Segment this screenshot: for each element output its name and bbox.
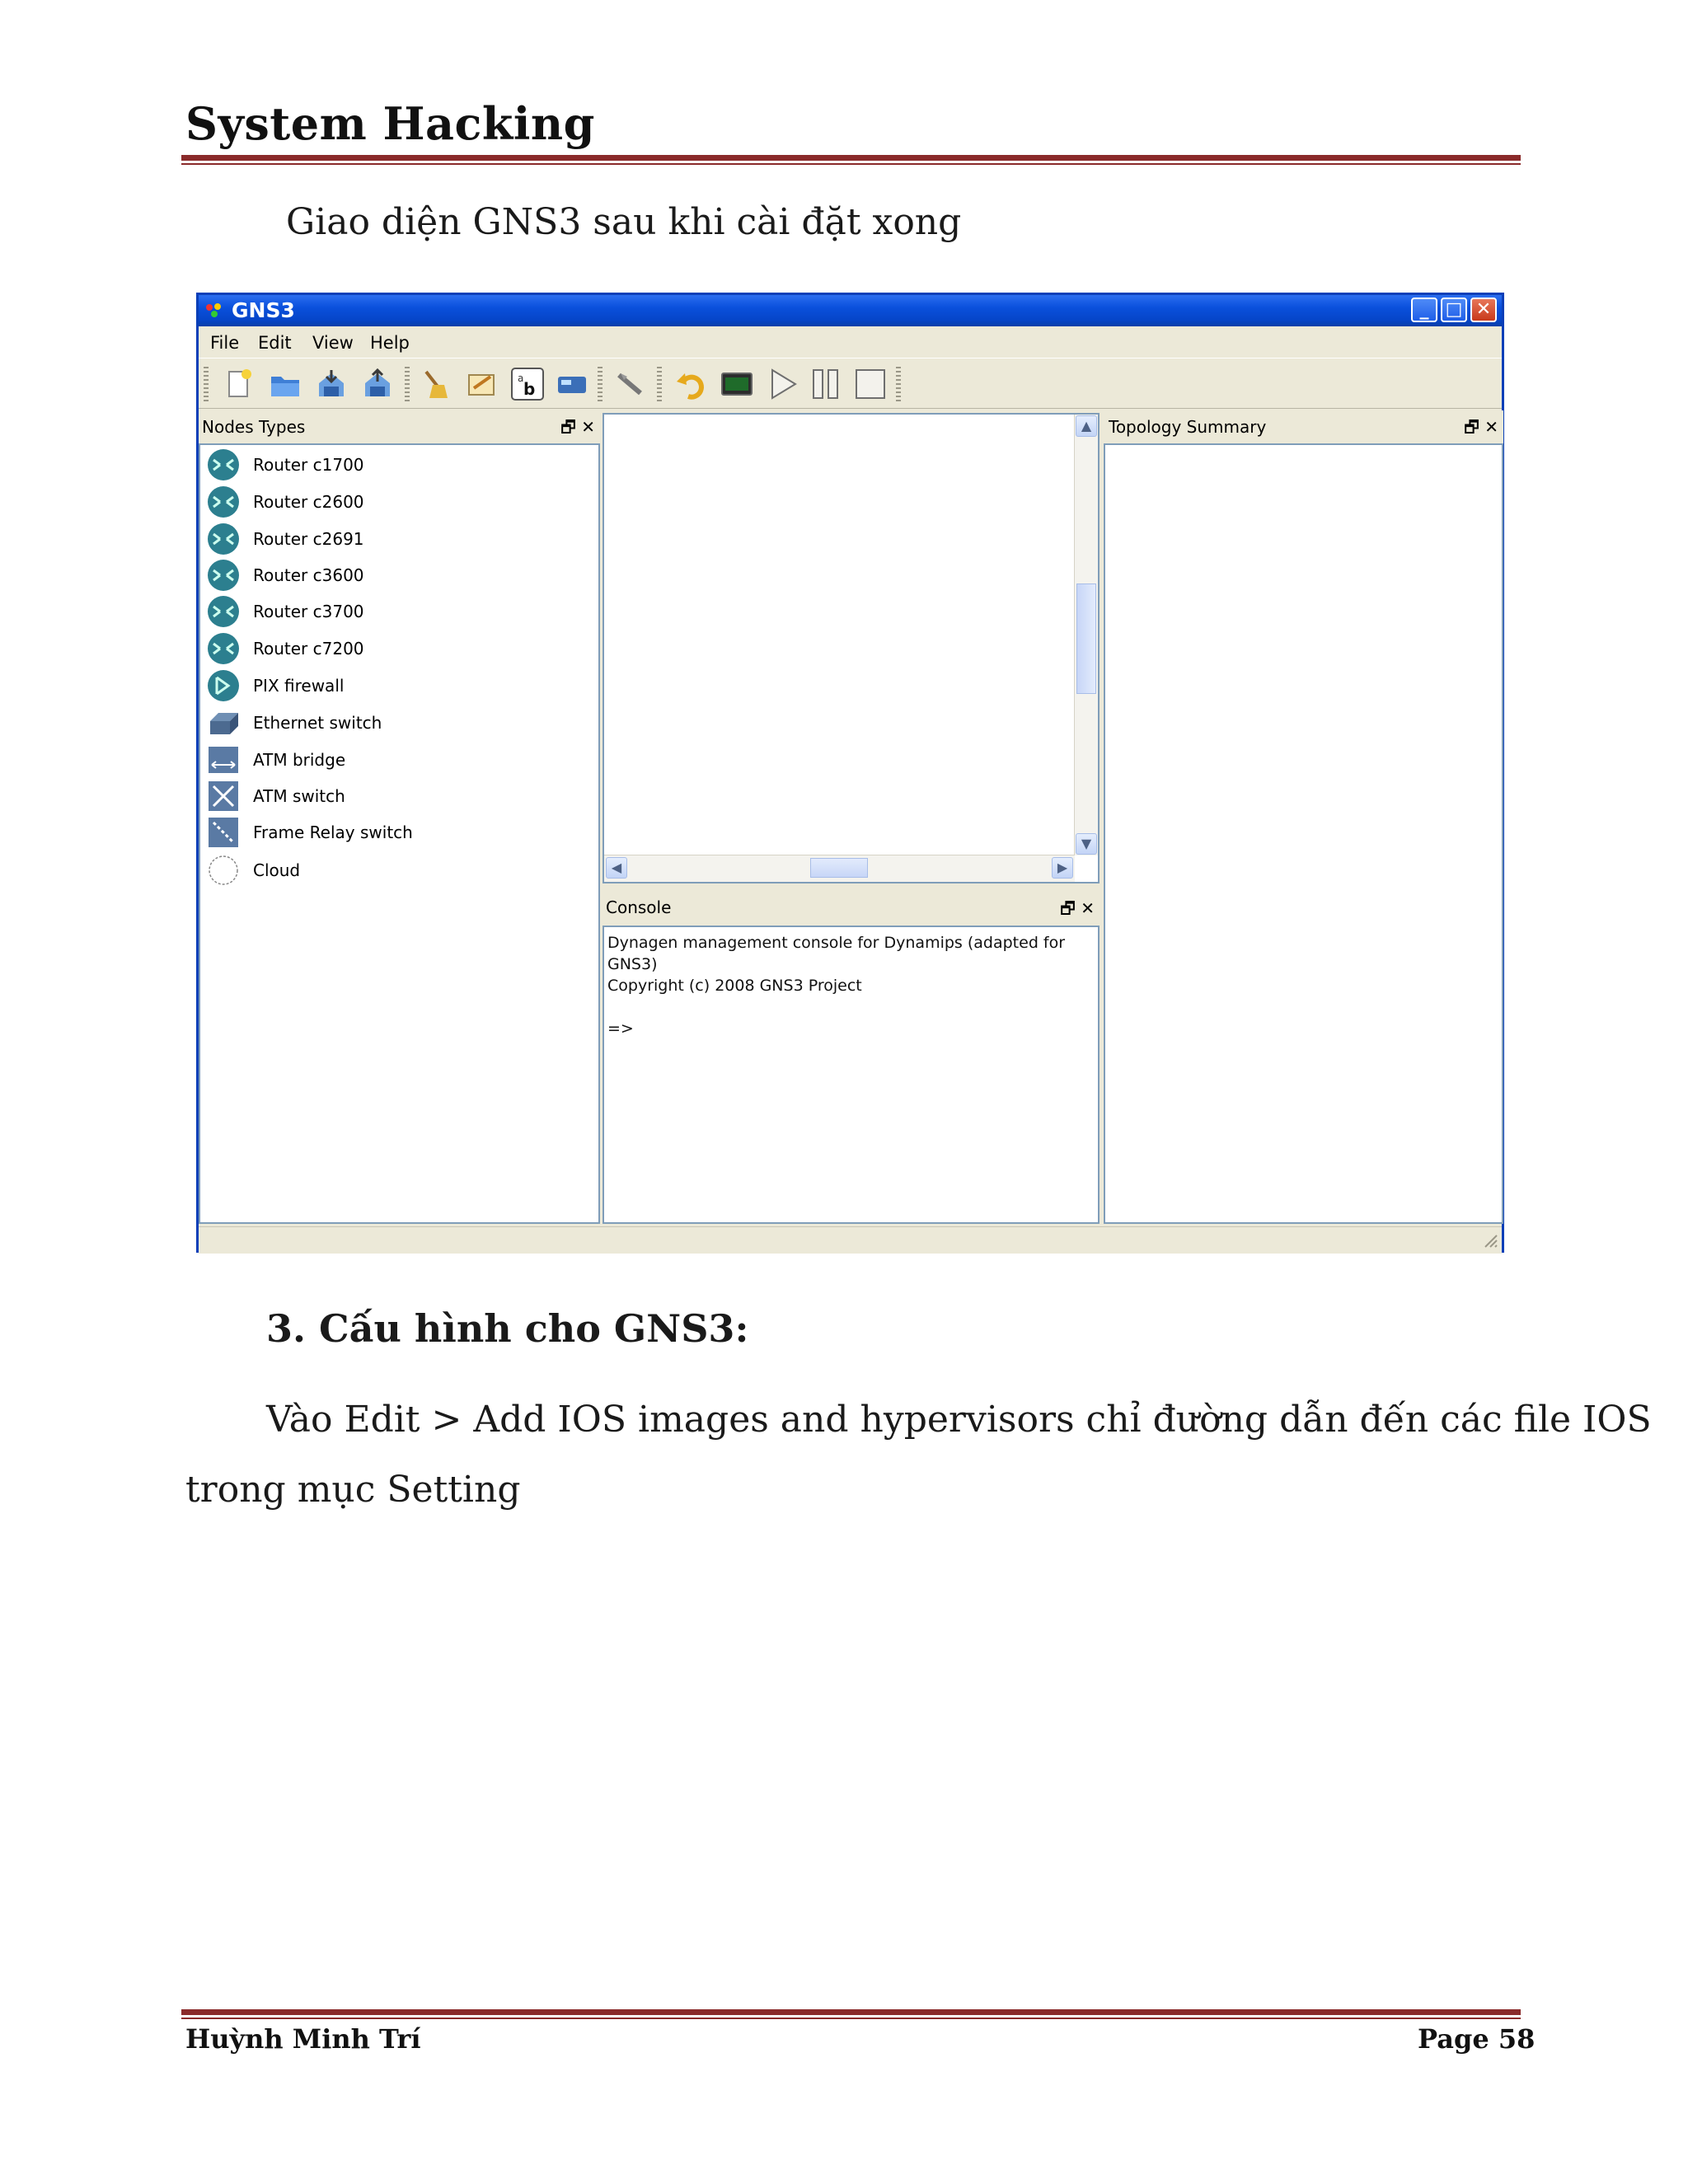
console-dock-buttons[interactable]: 🗗 ✕ — [1060, 898, 1095, 918]
scroll-left-button[interactable]: ◀ — [606, 857, 627, 879]
configure-icon[interactable] — [614, 367, 649, 401]
router-icon — [207, 448, 240, 481]
node-label: Router c2691 — [253, 529, 364, 549]
node-label: Router c7200 — [253, 639, 364, 658]
nodes-panel-title: Nodes Types — [202, 417, 306, 437]
undo-icon[interactable] — [673, 367, 708, 401]
scroll-up-button[interactable]: ▲ — [1076, 415, 1097, 437]
footer-rule-thin — [181, 2018, 1521, 2019]
node-cloud[interactable] — [207, 852, 586, 888]
window-titlebar[interactable] — [199, 295, 1502, 326]
toolbar-grip — [204, 367, 209, 401]
toolbar-separator — [598, 367, 603, 401]
svg-text:b: b — [523, 379, 536, 399]
menu-file[interactable]: File — [210, 333, 240, 353]
console-output[interactable] — [603, 926, 1100, 1224]
node-router-c3600[interactable] — [207, 557, 586, 593]
console-prompt: => — [607, 1019, 634, 1038]
hostname-icon[interactable] — [510, 367, 545, 401]
footer-rule — [181, 2009, 1521, 2015]
add-note-icon[interactable] — [464, 367, 499, 401]
status-bar — [199, 1226, 1502, 1254]
menu-view[interactable]: View — [312, 333, 354, 353]
node-atm-bridge[interactable] — [207, 742, 586, 778]
new-file-icon[interactable] — [222, 367, 256, 401]
open-folder-icon[interactable] — [268, 367, 302, 401]
horizontal-scroll-thumb[interactable] — [810, 858, 868, 878]
horizontal-scrollbar[interactable] — [604, 855, 1075, 882]
nodes-list — [199, 443, 600, 1224]
paragraph-line: trong mục Setting — [185, 1469, 521, 1511]
console-panel — [603, 893, 1100, 1224]
firewall-icon — [207, 669, 240, 702]
node-router-c3700[interactable] — [207, 593, 586, 630]
frame-relay-icon — [207, 816, 240, 849]
topology-dock-buttons[interactable]: 🗗 ✕ — [1464, 417, 1498, 437]
router-icon — [207, 632, 240, 665]
node-label: Ethernet switch — [253, 713, 382, 733]
node-router-c1700[interactable] — [207, 447, 586, 483]
gns3-app-icon — [205, 302, 223, 319]
router-icon — [207, 595, 240, 628]
maximize-button[interactable]: □ — [1441, 298, 1467, 322]
stop-icon[interactable] — [853, 367, 888, 401]
menu-edit[interactable]: Edit — [258, 333, 292, 353]
node-label: ATM switch — [253, 786, 345, 806]
window-title: GNS3 — [232, 298, 295, 322]
svg-text:a: a — [518, 373, 524, 384]
figure-caption: Giao diện GNS3 sau khi cài đặt xong — [286, 201, 962, 243]
node-label: Router c3700 — [253, 602, 364, 621]
node-label: Frame Relay switch — [253, 823, 413, 842]
save-icon[interactable] — [314, 367, 349, 401]
nodes-panel-dock-buttons[interactable]: 🗗 ✕ — [560, 417, 595, 437]
node-label: PIX firewall — [253, 676, 345, 696]
page-header-title: System Hacking — [185, 97, 595, 150]
router-icon — [207, 559, 240, 592]
page-number: Page 58 — [1418, 2023, 1536, 2055]
cloud-icon — [207, 854, 240, 887]
scroll-right-button[interactable]: ▶ — [1052, 857, 1073, 879]
menu-bar — [199, 326, 1502, 356]
toolbar-separator — [896, 367, 901, 401]
header-rule — [181, 155, 1521, 161]
node-ethernet-switch[interactable] — [207, 705, 586, 741]
console-line: Copyright (c) 2008 GNS3 Project — [607, 977, 862, 995]
ethernet-switch-icon — [207, 706, 240, 739]
suspend-icon[interactable] — [809, 367, 843, 401]
node-router-c2691[interactable] — [207, 521, 586, 557]
gns3-window — [196, 293, 1504, 1253]
console-panel-title: Console — [606, 898, 672, 917]
node-router-c7200[interactable] — [207, 630, 586, 667]
nodes-types-panel — [199, 410, 600, 1224]
router-icon — [207, 485, 240, 518]
start-icon[interactable] — [766, 367, 800, 401]
node-label: Router c2600 — [253, 492, 364, 512]
topology-panel-title: Topology Summary — [1109, 417, 1267, 437]
save-as-icon[interactable] — [360, 367, 395, 401]
node-label: Router c1700 — [253, 455, 364, 475]
console-line: Dynagen management console for Dynamips (adapted for GNS3) — [607, 934, 1066, 973]
router-icon — [207, 523, 240, 555]
node-frame-relay-switch[interactable] — [207, 814, 586, 851]
toolbar-separator — [405, 367, 410, 401]
atm-switch-icon — [207, 780, 240, 813]
node-label: Cloud — [253, 860, 301, 880]
vertical-scroll-thumb[interactable] — [1076, 583, 1096, 694]
capture-icon[interactable] — [555, 367, 589, 401]
close-button[interactable]: ✕ — [1470, 298, 1497, 322]
node-label: Router c3600 — [253, 565, 364, 585]
topology-summary-panel — [1104, 410, 1503, 1224]
menu-help[interactable]: Help — [370, 333, 410, 353]
resize-grip-icon[interactable] — [1482, 1232, 1498, 1249]
node-label: ATM bridge — [253, 750, 346, 770]
footer-author: Huỳnh Minh Trí — [185, 2023, 421, 2055]
toolbar — [199, 358, 1502, 409]
topology-canvas[interactable] — [603, 413, 1100, 883]
scroll-down-button[interactable]: ▼ — [1076, 833, 1097, 855]
node-atm-switch[interactable] — [207, 778, 586, 814]
toolbar-separator — [657, 367, 662, 401]
console-icon[interactable] — [720, 367, 754, 401]
atm-bridge-icon — [207, 743, 240, 776]
paragraph-line: Vào Edit > Add IOS images and hypervisors chỉ đường dẫn đến các file IOS — [266, 1399, 1652, 1441]
node-router-c2600[interactable] — [207, 484, 586, 520]
clear-icon[interactable] — [418, 367, 452, 401]
vertical-scrollbar[interactable] — [1074, 415, 1098, 855]
header-rule-thin — [181, 163, 1521, 165]
section-heading: 3. Cấu hình cho GNS3: — [266, 1306, 749, 1351]
topology-summary-list — [1104, 443, 1503, 1224]
minimize-button[interactable]: _ — [1411, 298, 1437, 322]
node-pix-firewall[interactable] — [207, 668, 586, 704]
